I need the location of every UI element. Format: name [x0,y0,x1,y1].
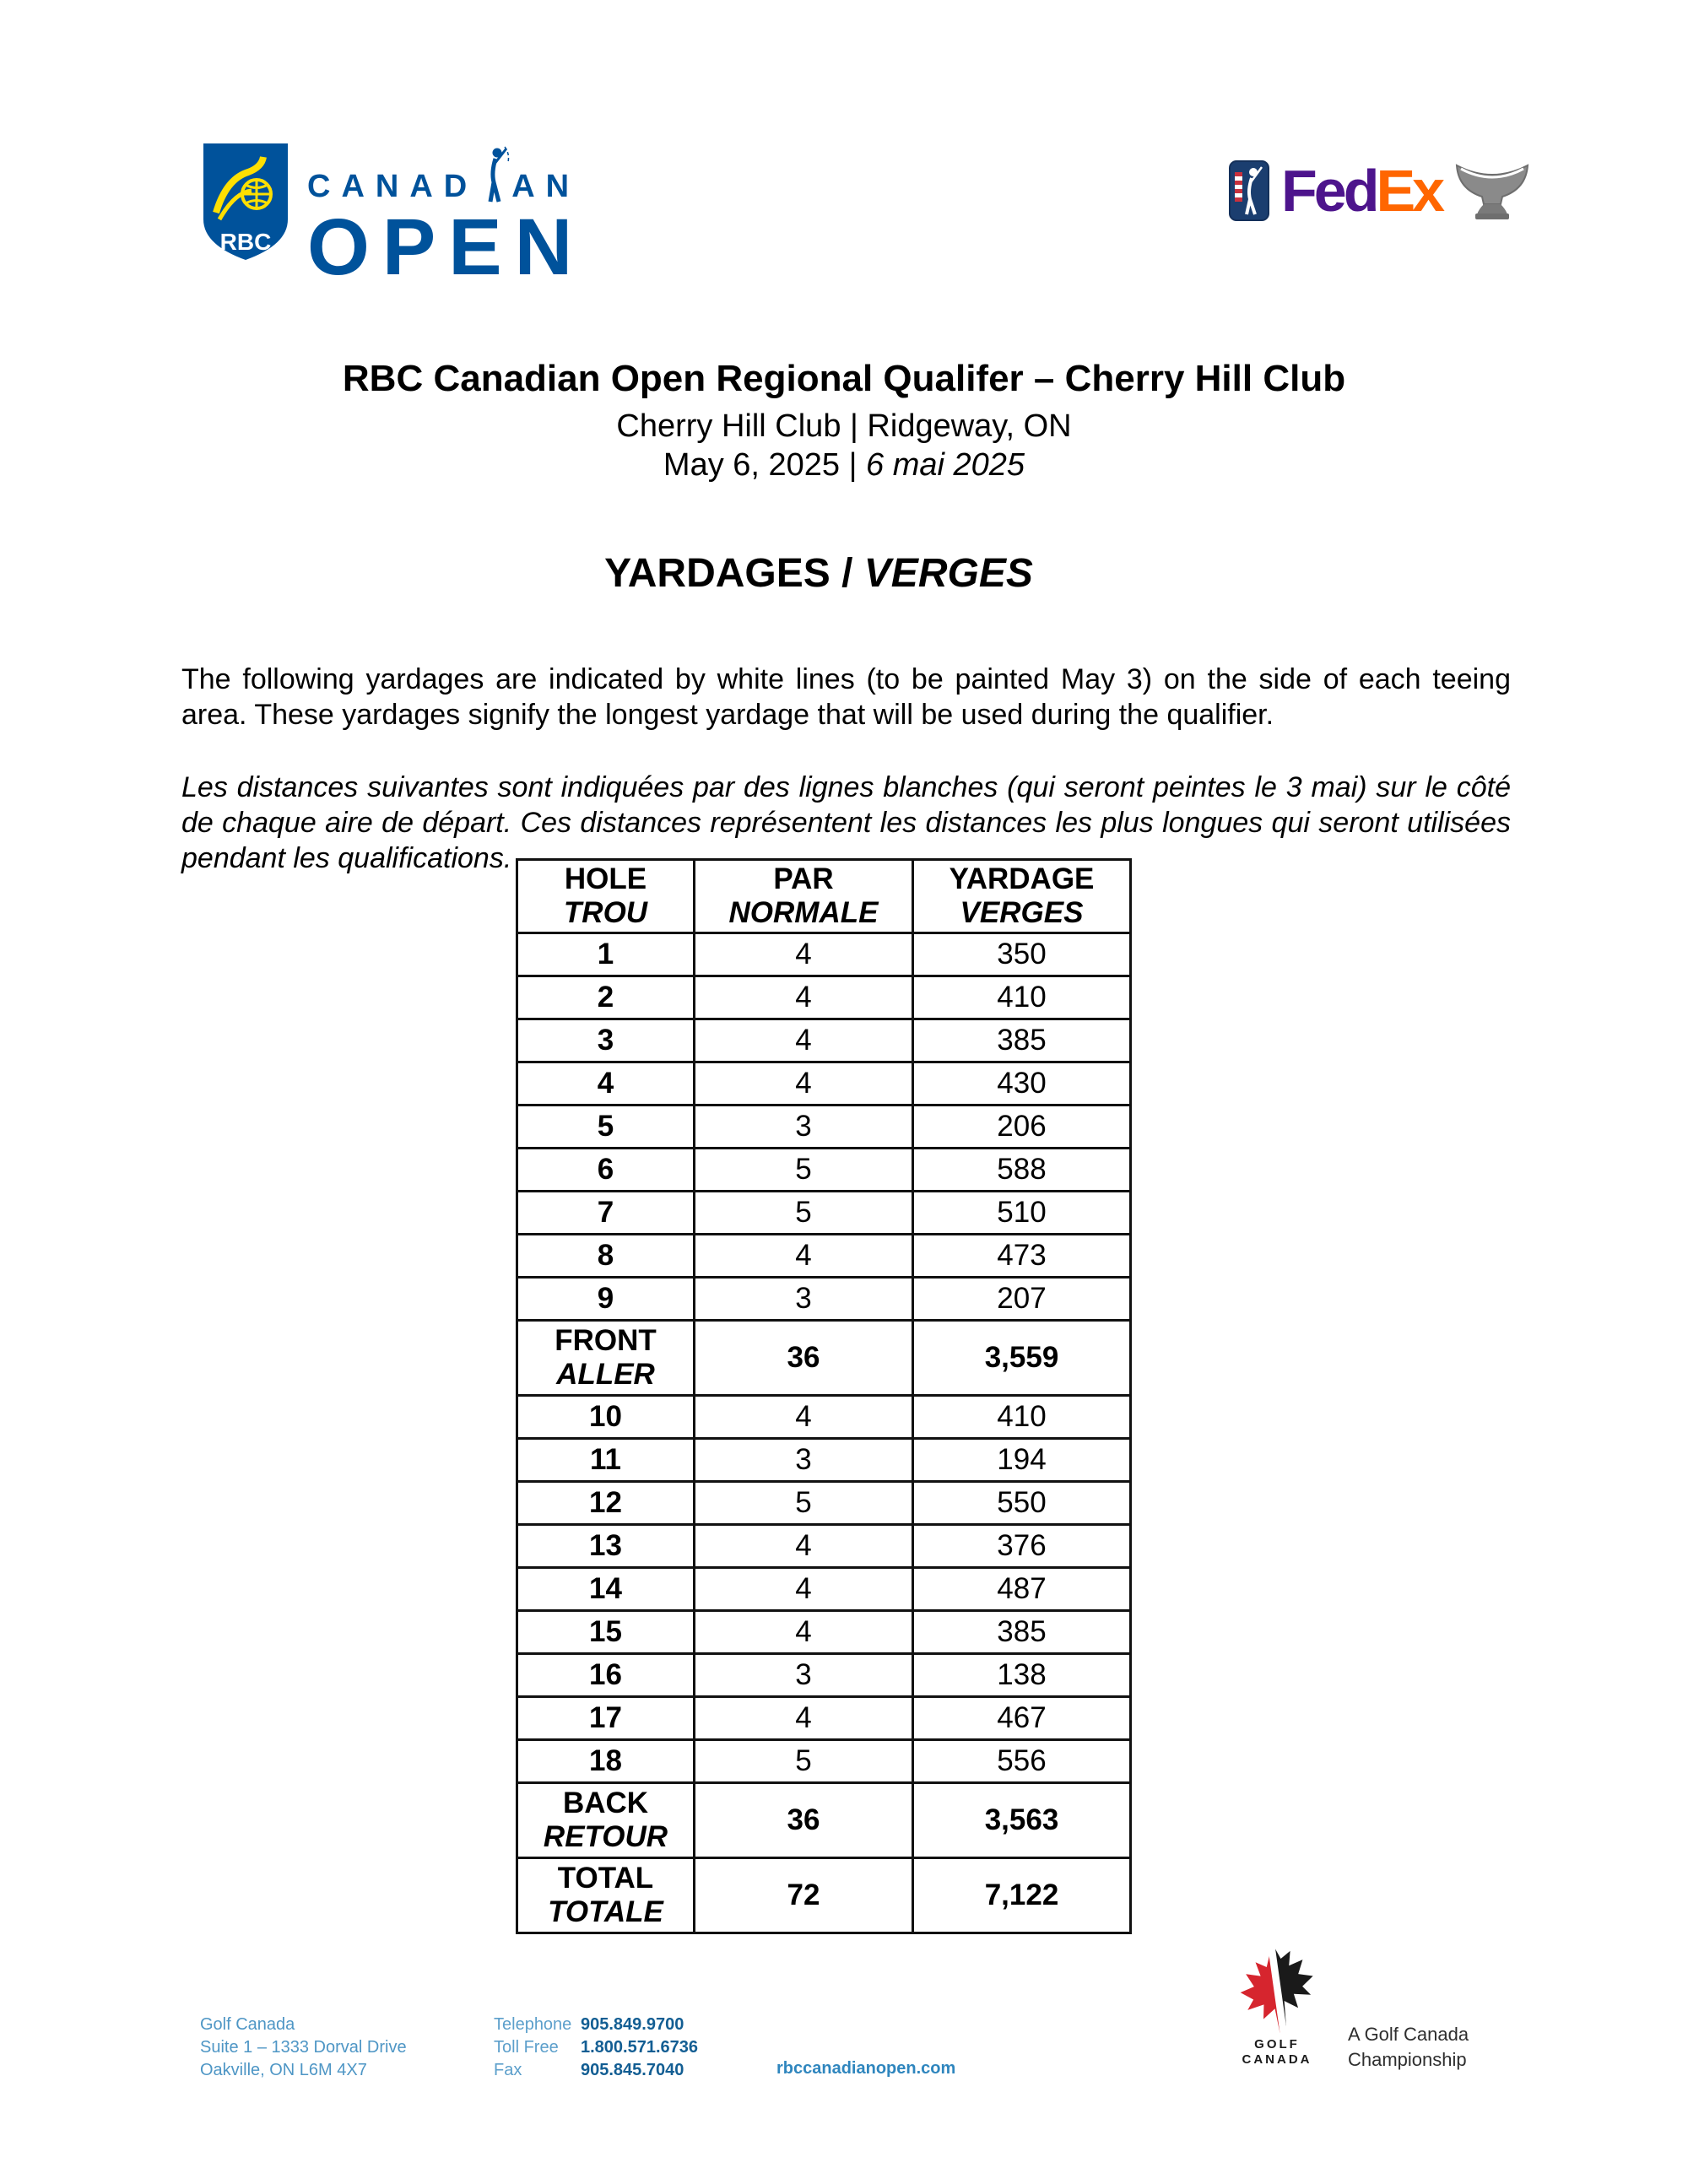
column-header-yardage [913,860,1131,933]
hole-cell: 16 [517,1654,695,1697]
table-row [517,1235,1131,1278]
pga-tour-icon [1229,160,1269,221]
championship-line2: Championship [1348,2049,1467,2070]
table-row [517,1278,1131,1321]
summary-row [517,1321,1131,1396]
table-row [517,1611,1131,1654]
yardage-cell: 430 [913,1062,1131,1106]
title-block [0,358,1688,484]
heading-french: VERGES [863,551,1033,596]
par-cell: 4 [695,933,913,976]
championship-line1: A Golf Canada [1348,2024,1469,2045]
yardage-cell: 410 [913,1396,1131,1439]
date-english: May 6, 2025 | [663,447,867,483]
yardage-cell: 7,122 [913,1858,1131,1933]
contact-fax [494,2059,698,2082]
hole-cell: 18 [517,1740,695,1783]
table-row [517,1396,1131,1439]
tollfree-label: Toll Free [494,2038,559,2057]
hole-cell: 3 [517,1019,695,1062]
date-line [0,446,1688,484]
hole-cell: 8 [517,1235,695,1278]
fedex-logo [1281,158,1442,224]
par-cell: 4 [695,1062,913,1106]
par-cell: 4 [695,1019,913,1062]
header-par-en: PAR [773,862,834,895]
hole-cell: 4 [517,1062,695,1106]
hole-cell: 6 [517,1149,695,1192]
yardage-cell: 207 [913,1278,1131,1321]
fax-value: 905.845.7040 [581,2061,684,2079]
yardage-cell: 487 [913,1568,1131,1611]
table-row [517,1697,1131,1740]
sponsor-logos [1229,158,1531,224]
par-cell: 4 [695,1697,913,1740]
table-row [517,1525,1131,1568]
canadian-text [307,147,585,203]
yardage-cell: 410 [913,976,1131,1019]
par-cell: 4 [695,1568,913,1611]
column-header-hole [517,860,695,933]
table-row [517,1439,1131,1482]
date-french: 6 mai 2025 [866,447,1025,483]
summary-row [517,1783,1131,1858]
hole-cell: 15 [517,1611,695,1654]
footer-address-line1: Suite 1 – 1333 Dorval Drive [200,2038,407,2057]
header-yardage-fr: VERGES [960,896,1084,929]
par-cell: 3 [695,1439,913,1482]
yardage-cell: 510 [913,1192,1131,1235]
website-link[interactable]: rbccanadianopen.com [776,2059,956,2078]
hole-cell: FRONT ALLER [517,1321,695,1396]
table-row [517,1149,1131,1192]
golfer-icon [478,147,511,203]
par-cell: 3 [695,1106,913,1149]
canadian-left-text: CANAD [307,169,479,204]
svg-text:RBC: RBC [219,229,272,255]
hole-cell: 2 [517,976,695,1019]
hole-cell: 10 [517,1396,695,1439]
telephone-value: 905.849.9700 [581,2015,684,2034]
rbc-wordmark [307,142,586,292]
hole-cell: 1 [517,933,695,976]
tollfree-value: 1.800.571.6736 [581,2038,699,2057]
table-row [517,1019,1131,1062]
yardage-cell: 467 [913,1697,1131,1740]
table-row [517,1740,1131,1783]
footer-address [200,2014,407,2082]
par-cell: 72 [695,1858,913,1933]
championship-text [1348,2022,1469,2073]
yardage-cell: 350 [913,933,1131,976]
yardage-cell: 376 [913,1525,1131,1568]
footer-org: Golf Canada [200,2015,295,2034]
par-cell: 4 [695,976,913,1019]
venue-line: Cherry Hill Club | Ridgeway, ON [616,408,1072,444]
rbc-canadian-open-logo [201,142,586,292]
par-cell: 4 [695,1396,913,1439]
yardage-cell: 385 [913,1019,1131,1062]
par-cell: 3 [695,1278,913,1321]
summary-row [517,1858,1131,1933]
table-row [517,1192,1131,1235]
par-cell: 5 [695,1482,913,1525]
rbc-shield-icon [201,142,290,262]
yardage-cell: 385 [913,1611,1131,1654]
golf-canada-logo [1228,1945,1326,2068]
yardage-cell: 556 [913,1740,1131,1783]
hole-cell: 11 [517,1439,695,1482]
contact-telephone [494,2014,698,2036]
table-row [517,933,1131,976]
header-hole-fr: TROU [563,896,648,929]
yardage-cell: 3,559 [913,1321,1131,1396]
table-row [517,976,1131,1019]
par-cell: 4 [695,1235,913,1278]
fedex-ex-text: Ex [1376,158,1442,224]
fax-label: Fax [494,2061,522,2079]
intro-paragraph-french: Les distances suivantes sont indiquées par des lignes blanches (qui seront peintes le 3 mai) sur le côté de chaque aire de départ. Ces distances représentent les distances les plus longues qui seront utilisées pendant les qualifications. [181,771,1511,874]
yardage-table [516,858,1132,1934]
fedexcup-trophy-icon [1453,160,1531,221]
canadian-right-text: AN [511,169,581,204]
hole-cell: BACK RETOUR [517,1783,695,1858]
yardage-cell: 473 [913,1235,1131,1278]
par-cell: 4 [695,1525,913,1568]
par-cell: 4 [695,1611,913,1654]
open-text: OPEN [307,203,586,292]
table-row [517,1482,1131,1525]
yardage-cell: 588 [913,1149,1131,1192]
intro-paragraph-english: The following yardages are indicated by white lines (to be painted May 3) on the side of each teeing area. These yardages signify the longest yardage that will be used during the qualifier. [181,663,1511,731]
header-hole-en: HOLE [564,862,647,895]
section-heading [169,550,1469,597]
footer-address-line2: Oakville, ON L6M 4X7 [200,2061,367,2079]
golf-canada-line2: CANADA [1242,2052,1312,2067]
hole-cell: 12 [517,1482,695,1525]
par-cell: 5 [695,1149,913,1192]
golf-canada-name [1228,2037,1326,2068]
yardage-cell: 138 [913,1654,1131,1697]
table-row [517,1062,1131,1106]
table-row [517,1654,1131,1697]
hole-cell: 17 [517,1697,695,1740]
yardage-cell: 550 [913,1482,1131,1525]
hole-cell: 9 [517,1278,695,1321]
par-cell: 5 [695,1740,913,1783]
maple-leaf-icon [1233,1945,1321,2033]
telephone-label: Telephone [494,2015,572,2034]
header-yardage-en: YARDAGE [949,862,1095,895]
yardage-cell: 206 [913,1106,1131,1149]
table-row [517,1106,1131,1149]
yardage-cell: 3,563 [913,1783,1131,1858]
table-header-row [517,860,1131,933]
par-cell: 3 [695,1654,913,1697]
fedex-fed-text: Fed [1281,158,1377,224]
yardage-table-body [517,933,1131,1933]
table-row [517,1568,1131,1611]
hole-cell: 14 [517,1568,695,1611]
contact-tollfree [494,2036,698,2059]
hole-cell: 5 [517,1106,695,1149]
hole-cell: 7 [517,1192,695,1235]
par-cell: 36 [695,1321,913,1396]
header-par-fr: NORMALE [728,896,879,929]
golf-canada-line1: GOLF [1254,2037,1300,2052]
yardage-cell: 194 [913,1439,1131,1482]
hole-cell: TOTAL TOTALE [517,1858,695,1933]
par-cell: 36 [695,1783,913,1858]
heading-english: YARDAGES / [604,551,864,596]
par-cell: 5 [695,1192,913,1235]
page-title: RBC Canadian Open Regional Qualifer – Cherry Hill Club [342,358,1346,399]
hole-cell: 13 [517,1525,695,1568]
column-header-par [695,860,913,933]
footer-contacts [494,2014,698,2082]
